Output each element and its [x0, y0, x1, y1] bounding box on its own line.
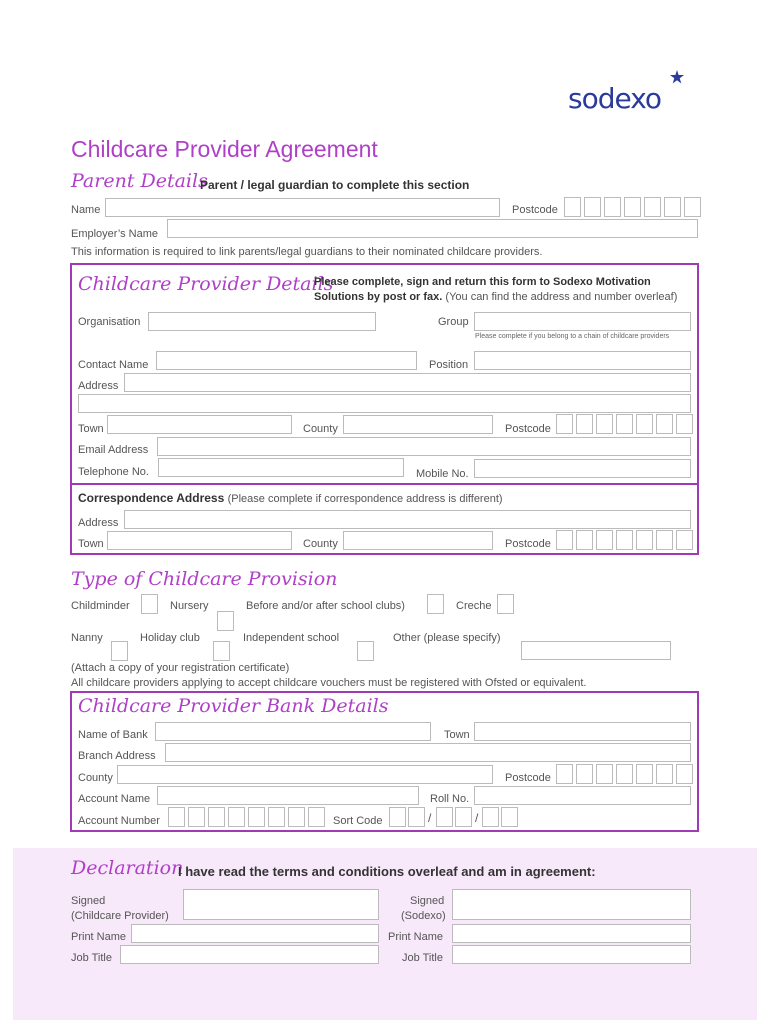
postcode-box[interactable] [676, 764, 693, 784]
attach-note: (Attach a copy of your registration certificate) [71, 662, 290, 674]
branch-label: Branch Address [78, 750, 156, 762]
sort-digit-box[interactable] [482, 807, 499, 827]
bank-name-label: Name of Bank [78, 729, 148, 741]
parent-subheading: Parent / legal guardian to complete this section [200, 178, 470, 192]
ofsted-note: All childcare providers applying to accept childcare vouchers must be registered with Ofsted or equivalent. [71, 677, 587, 689]
type-heading: Type of Childcare Provision [71, 568, 338, 590]
account-digit-box[interactable] [188, 807, 205, 827]
address-input-2[interactable] [78, 394, 691, 413]
group-input[interactable] [474, 312, 691, 331]
page-title: Childcare Provider Agreement [71, 136, 378, 162]
corr-county-label: County [303, 538, 338, 550]
sort-digit-box[interactable] [501, 807, 518, 827]
position-input[interactable] [474, 351, 691, 370]
before-after-checkbox[interactable] [427, 594, 444, 614]
postcode-box[interactable] [584, 197, 601, 217]
provider-print-label: Print Name [71, 931, 127, 943]
town-label: Town [78, 423, 104, 435]
account-name-label: Account Name [78, 793, 151, 805]
provider-signature-input[interactable] [183, 889, 379, 920]
nursery-checkbox[interactable] [217, 611, 234, 631]
group-note: Please complete if you belong to a chain of childcare providers [475, 333, 670, 340]
nanny-checkbox[interactable] [111, 641, 128, 661]
sort-digit-box[interactable] [455, 807, 472, 827]
postcode-box[interactable] [616, 764, 633, 784]
independent-checkbox[interactable] [357, 641, 374, 661]
postcode-box[interactable] [556, 530, 573, 550]
postcode-box[interactable] [596, 764, 613, 784]
postcode-box[interactable] [656, 530, 673, 550]
signed-provider-label: Signed [71, 895, 106, 907]
postcode-box[interactable] [676, 530, 693, 550]
signed-sodexo-label: Signed [410, 895, 445, 907]
corr-county-input[interactable] [343, 531, 493, 550]
sort-separator: / [475, 811, 479, 825]
account-number-label: Account Number [78, 815, 160, 827]
creche-label: Creche [456, 600, 492, 612]
bank-county-label: County [78, 772, 113, 784]
organisation-label: Organisation [78, 316, 141, 328]
account-digit-box[interactable] [208, 807, 225, 827]
account-digit-box[interactable] [288, 807, 305, 827]
employer-label: Employer’s Name [71, 228, 159, 240]
correspondence-heading [78, 491, 503, 505]
holiday-label: Holiday club [140, 632, 200, 644]
before-after-label: Before and/or after school clubs) [246, 600, 405, 612]
postcode-box[interactable] [636, 764, 653, 784]
childminder-label: Childminder [71, 600, 130, 612]
postcode-box[interactable] [616, 414, 633, 434]
sodexo-print-input[interactable] [452, 924, 691, 943]
parent-postcode-label: Postcode [512, 204, 558, 216]
nanny-label: Nanny [71, 632, 103, 644]
organisation-input[interactable] [148, 312, 376, 331]
childminder-checkbox[interactable] [141, 594, 158, 614]
sort-digit-box[interactable] [389, 807, 406, 827]
postcode-box[interactable] [576, 414, 593, 434]
telephone-label: Telephone No. [78, 466, 149, 478]
branch-address-input[interactable] [165, 743, 691, 762]
sort-digit-box[interactable] [408, 807, 425, 827]
bank-town-label: Town [444, 729, 470, 741]
town-input[interactable] [107, 415, 292, 434]
parent-name-input[interactable] [105, 198, 500, 217]
postcode-box[interactable] [604, 197, 621, 217]
provider-instr3: (You can find the address and number overleaf) [445, 291, 678, 303]
postcode-box[interactable] [564, 197, 581, 217]
email-input[interactable] [157, 437, 691, 456]
provider-instr1: Please complete, sign and return this form to Sodexo Motivation [314, 276, 651, 288]
sodexo-job-input[interactable] [452, 945, 691, 964]
bank-county-input[interactable] [117, 765, 493, 784]
name-label: Name [71, 204, 101, 216]
sodexo-paren: (Sodexo) [401, 910, 446, 922]
corr-town-label: Town [78, 538, 104, 550]
provider-print-input[interactable] [131, 924, 379, 943]
provider-instr2-bold: Solutions by post or fax. [314, 291, 443, 303]
postcode-box[interactable] [556, 764, 573, 784]
telephone-input[interactable] [158, 458, 404, 477]
employer-input[interactable] [167, 219, 698, 238]
postcode-box[interactable] [576, 530, 593, 550]
section-divider [72, 483, 697, 485]
holiday-checkbox[interactable] [213, 641, 230, 661]
account-digit-box[interactable] [228, 807, 245, 827]
group-label: Group [438, 316, 469, 328]
parent-info: This information is required to link parents/legal guardians to their nominated childcare providers. [71, 246, 543, 258]
postcode-box[interactable] [644, 197, 661, 217]
account-digit-box[interactable] [308, 807, 325, 827]
position-label: Position [429, 359, 469, 371]
declaration-heading: Declaration [71, 857, 184, 879]
mobile-input[interactable] [474, 459, 691, 478]
star-icon [670, 70, 684, 84]
logo-text: sodexo [568, 82, 662, 115]
sodexo-logo [568, 82, 661, 115]
email-label: Email Address [78, 444, 149, 456]
account-name-input[interactable] [157, 786, 419, 805]
other-label: Other (please specify) [393, 632, 501, 644]
contact-label: Contact Name [78, 359, 149, 371]
postcode-box[interactable] [636, 530, 653, 550]
corr-address-input[interactable] [124, 510, 691, 529]
corr-postcode-label: Postcode [505, 538, 551, 550]
postcode-box[interactable] [676, 414, 693, 434]
provider-heading: Childcare Provider Details [78, 273, 334, 295]
sort-code-label: Sort Code [333, 815, 383, 827]
other-specify-input[interactable] [521, 641, 671, 660]
bank-postcode-label: Postcode [505, 772, 551, 784]
bank-town-input[interactable] [474, 722, 691, 741]
nursery-label: Nursery [170, 600, 209, 612]
provider-postcode-label: Postcode [505, 423, 551, 435]
declaration-statement: I have read the terms and conditions overleaf and am in agreement: [178, 864, 596, 879]
corr-heading-text: Correspondence Address [78, 491, 225, 505]
parent-heading: Parent Details [71, 170, 208, 192]
corr-address-label: Address [78, 517, 119, 529]
corr-town-input[interactable] [107, 531, 292, 550]
sort-digit-box[interactable] [436, 807, 453, 827]
postcode-box[interactable] [636, 414, 653, 434]
roll-label: Roll No. [430, 793, 470, 805]
mobile-label: Mobile No. [416, 468, 469, 480]
bank-heading: Childcare Provider Bank Details [78, 695, 389, 717]
address-input-1[interactable] [124, 373, 691, 392]
creche-checkbox[interactable] [497, 594, 514, 614]
provider-instr2 [314, 291, 677, 303]
postcode-box[interactable] [576, 764, 593, 784]
bank-name-input[interactable] [155, 722, 431, 741]
roll-input[interactable] [474, 786, 691, 805]
provider-paren: (Childcare Provider) [71, 910, 169, 922]
account-digit-box[interactable] [248, 807, 265, 827]
sort-separator: / [428, 811, 432, 825]
provider-job-label: Job Title [71, 952, 112, 964]
postcode-box[interactable] [664, 197, 681, 217]
county-label: County [303, 423, 338, 435]
postcode-box[interactable] [596, 530, 613, 550]
contact-input[interactable] [156, 351, 417, 370]
postcode-box[interactable] [556, 414, 573, 434]
sodexo-job-label: Job Title [402, 952, 443, 964]
sodexo-print-label: Print Name [388, 931, 444, 943]
postcode-box[interactable] [656, 414, 673, 434]
postcode-box[interactable] [656, 764, 673, 784]
postcode-box[interactable] [624, 197, 641, 217]
postcode-box[interactable] [596, 414, 613, 434]
county-input[interactable] [343, 415, 493, 434]
corr-note: (Please complete if correspondence address is different) [227, 493, 503, 505]
provider-job-input[interactable] [120, 945, 379, 964]
account-digit-box[interactable] [268, 807, 285, 827]
postcode-box[interactable] [684, 197, 701, 217]
sodexo-signature-input[interactable] [452, 889, 691, 920]
independent-label: Independent school [243, 632, 340, 644]
postcode-box[interactable] [616, 530, 633, 550]
address-label: Address [78, 380, 119, 392]
account-digit-box[interactable] [168, 807, 185, 827]
